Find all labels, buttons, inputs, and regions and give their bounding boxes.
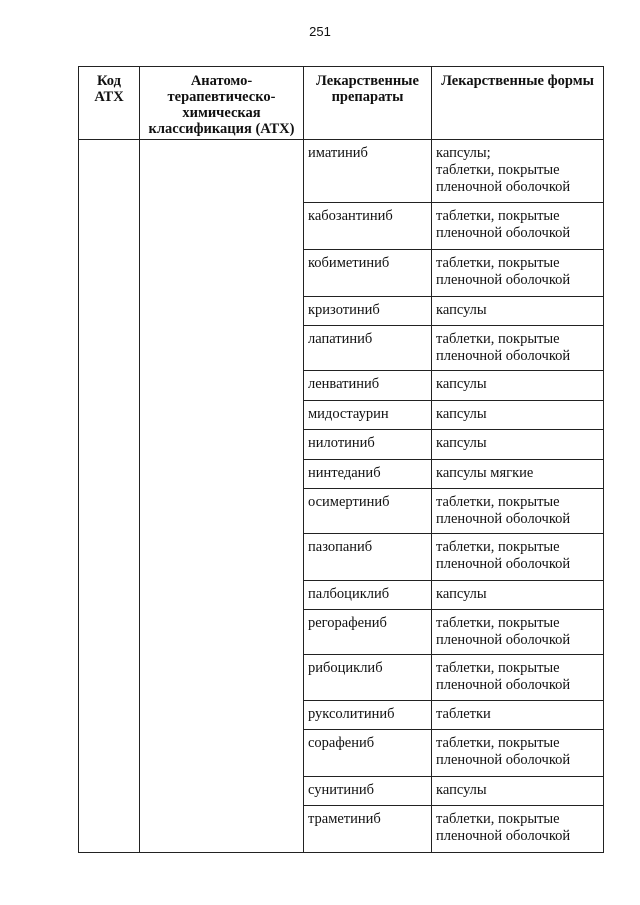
dosage-form-cell: таблетки, покрытые пленочной оболочкой — [432, 250, 604, 297]
header-drugs: Лекарственные препараты — [304, 67, 432, 140]
dosage-form-cell: капсулы — [432, 777, 604, 806]
header-atc-classification: Анатомо-терапевтическо-химическая классификация (АТХ) — [140, 67, 304, 140]
dosage-form-cell: таблетки, покрытые пленочной оболочкой — [432, 203, 604, 250]
page-number: 251 — [309, 24, 331, 39]
drug-cell: руксолитиниб — [304, 701, 432, 730]
drug-cell: сунитиниб — [304, 777, 432, 806]
dosage-form-cell: капсулы — [432, 401, 604, 430]
drug-cell: регорафениб — [304, 610, 432, 655]
dosage-form-cell: капсулы — [432, 297, 604, 326]
atc-code-cell — [79, 140, 140, 853]
dosage-form-cell: таблетки, покрытые пленочной оболочкой — [432, 655, 604, 701]
dosage-form-cell: таблетки, покрытые пленочной оболочкой — [432, 610, 604, 655]
drug-cell: осимертиниб — [304, 489, 432, 534]
drug-cell: иматиниб — [304, 140, 432, 203]
atc-classification-cell — [140, 140, 304, 853]
drug-cell: палбоциклиб — [304, 581, 432, 610]
drug-table — [78, 66, 604, 853]
drug-cell: ленватиниб — [304, 371, 432, 401]
dosage-form-cell: капсулы; таблетки, покрытые пленочной оболочкой — [432, 140, 604, 203]
drug-cell: рибоциклиб — [304, 655, 432, 701]
dosage-form-cell: капсулы — [432, 430, 604, 460]
drug-cell: пазопаниб — [304, 534, 432, 581]
drug-cell: сорафениб — [304, 730, 432, 777]
drug-cell: кризотиниб — [304, 297, 432, 326]
drug-cell: кобиметиниб — [304, 250, 432, 297]
table-header-row — [79, 67, 604, 140]
drug-cell: траметиниб — [304, 806, 432, 853]
drug-cell: нилотиниб — [304, 430, 432, 460]
drug-cell: мидостаурин — [304, 401, 432, 430]
dosage-form-cell: таблетки, покрытые пленочной оболочкой — [432, 806, 604, 853]
drug-cell: кабозантиниб — [304, 203, 432, 250]
dosage-form-cell: таблетки, покрытые пленочной оболочкой — [432, 326, 604, 371]
dosage-form-cell: таблетки, покрытые пленочной оболочкой — [432, 730, 604, 777]
dosage-form-cell: капсулы — [432, 371, 604, 401]
dosage-form-cell: таблетки, покрытые пленочной оболочкой — [432, 534, 604, 581]
drug-cell: нинтеданиб — [304, 460, 432, 489]
dosage-form-cell: капсулы мягкие — [432, 460, 604, 489]
header-atc-code: Код АТХ — [79, 67, 140, 140]
dosage-form-cell: таблетки, покрытые пленочной оболочкой — [432, 489, 604, 534]
drug-cell: лапатиниб — [304, 326, 432, 371]
dosage-form-cell: капсулы — [432, 581, 604, 610]
dosage-form-cell: таблетки — [432, 701, 604, 730]
header-dosage-forms: Лекарственные формы — [432, 67, 604, 140]
table-row — [79, 140, 604, 203]
